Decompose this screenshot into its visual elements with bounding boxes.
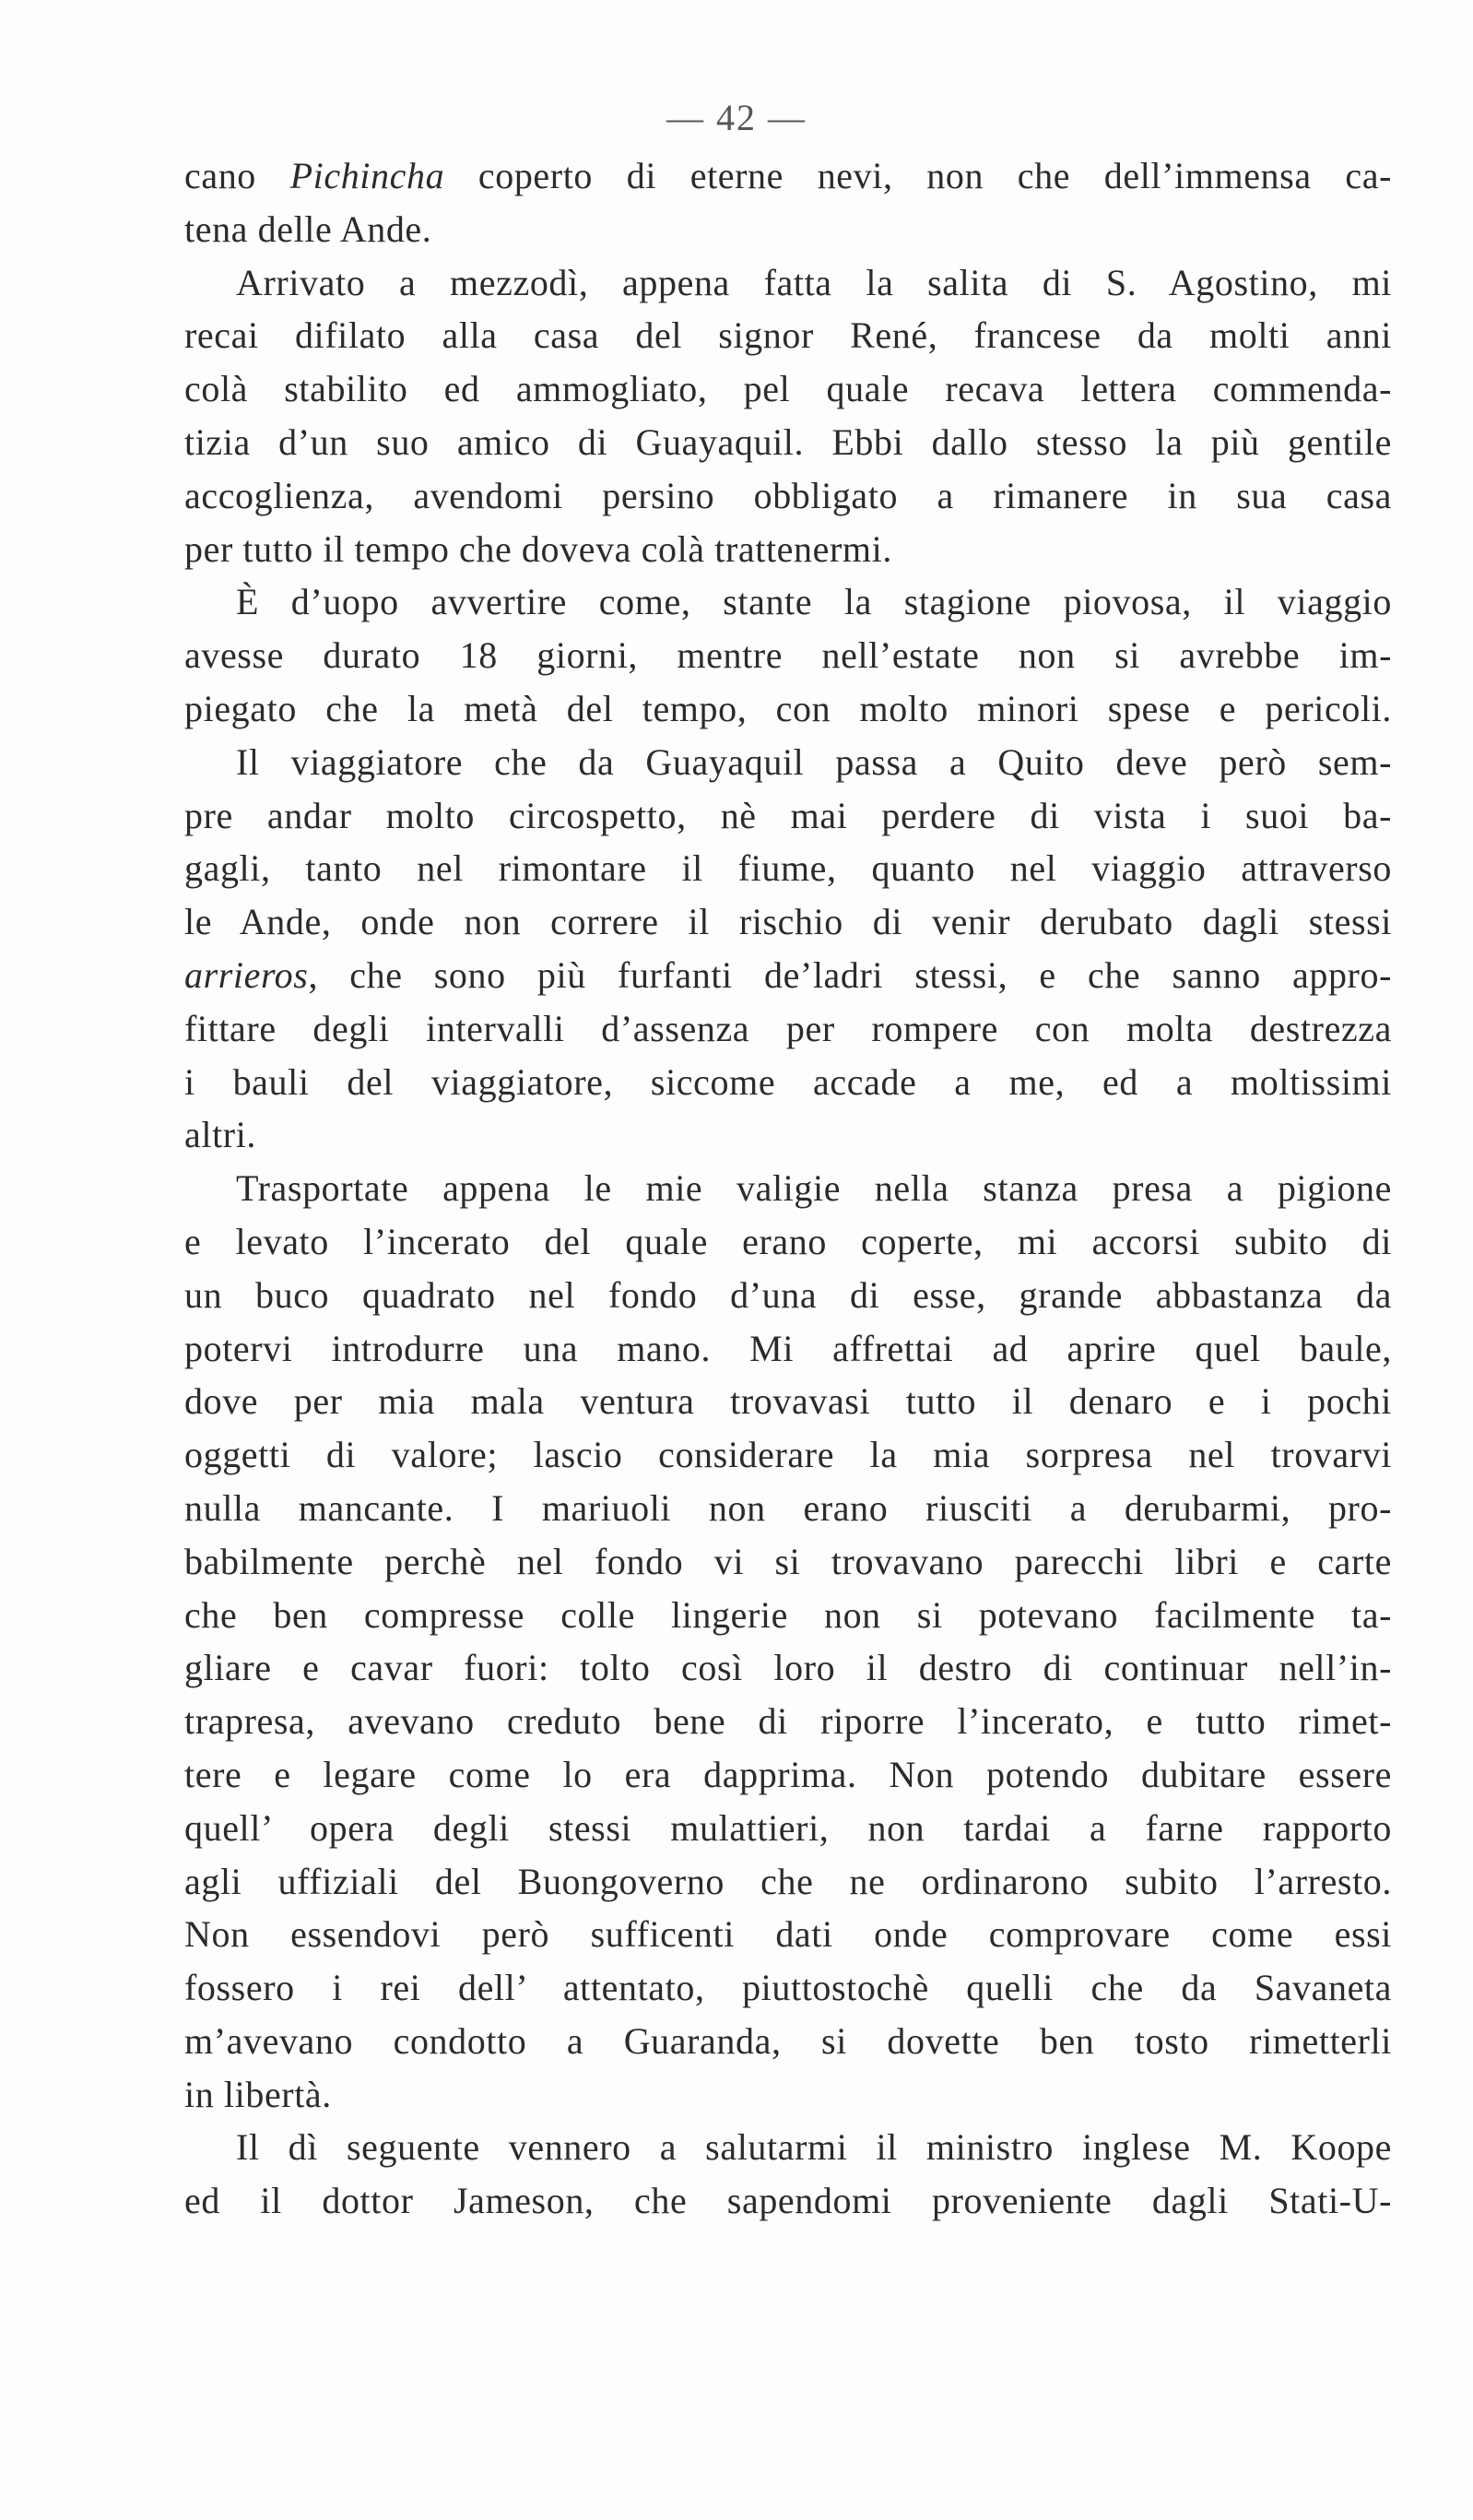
text-line: per tutto il tempo che doveva colà trattenermi. — [184, 527, 892, 570]
text-line: quell’ opera degli stessi mulattieri, non tardai a farne rapporto — [184, 1806, 1392, 1849]
text-line: pre andar molto circospetto, nè mai perdere di vista i suoi ba- — [184, 794, 1392, 836]
italic-place-name: Pichincha — [289, 155, 445, 196]
text-line: colà stabilito ed ammogliato, pel quale recava lettera commenda- — [184, 368, 1392, 410]
text-line: altri. — [184, 1114, 257, 1156]
text-line: gagli, tanto nel rimontare il fiume, quanto nel viaggio attraverso — [184, 847, 1392, 890]
text-line: gliare e cavar fuori: tolto così loro il destro di continuar nell’in- — [184, 1647, 1392, 1689]
text-line: m’avevano condotto a Guaranda, si dovette ben tosto rimetterli — [184, 2019, 1392, 2062]
text-line: recai difilato alla casa del signor René, francese da molti anni — [184, 314, 1392, 357]
text-line: arrieros, che sono più furfanti de’ladri stessi, e che sanno appro- — [184, 953, 1392, 996]
text-line: nulla mancante. I mariuoli non erano riusciti a derubarmi, pro- — [184, 1486, 1392, 1529]
text-line: le Ande, onde non correre il rischio di venir derubato dagli stessi — [184, 901, 1392, 943]
text-line: avesse durato 18 giorni, mentre nell’estate non si avrebbe im- — [184, 634, 1392, 677]
paragraph-start: Trasportate appena le mie valigie nella stanza presa a pigione — [236, 1167, 1392, 1210]
text-line: piegato che la metà del tempo, con molto minori spese e pericoli. — [184, 687, 1392, 729]
paragraph-start: Il viaggiatore che da Guayaquil passa a Quito deve però sem- — [236, 740, 1392, 783]
text-line: in libertà. — [184, 2073, 332, 2115]
text-line: dove per mia mala ventura trovavasi tutto il denaro e i pochi — [184, 1380, 1392, 1423]
text-line: agli uffiziali del Buongoverno che ne ordinarono subito l’arresto. — [184, 1860, 1392, 1902]
text-line: i bauli del viaggiatore, siccome accade a me, ed a moltissimi — [184, 1060, 1392, 1103]
text-line: potervi introdurre una mano. Mi affrettai ad aprire quel baule, — [184, 1327, 1392, 1369]
text-line: fittare degli intervalli d’assenza per rompere con molta destrezza — [184, 1007, 1392, 1049]
italic-term: arrieros — [184, 953, 309, 996]
text-line: tizia d’un suo amico di Guayaquil. Ebbi dallo stesso la più gentile — [184, 420, 1392, 463]
text-line: un buco quadrato nel fondo d’una di esse, grande abbastanza da — [184, 1273, 1392, 1316]
text-line: tere e legare come lo era dapprima. Non potendo dubitare essere — [184, 1753, 1392, 1795]
page-number: — 42 — — [666, 97, 807, 138]
text-line: ed il dottor Jameson, che sapendomi proveniente dagli Stati-U- — [184, 2180, 1392, 2222]
text-line: e levato l’incerato del quale erano coperte, mi accorsi subito di — [184, 1220, 1392, 1262]
text-line: oggetti di valore; lascio considerare la mia sorpresa nel trovarvi — [184, 1434, 1392, 1476]
text-line: che ben compresse colle lingerie non si potevano facilmente ta- — [184, 1593, 1392, 1636]
text-line: babilmente perchè nel fondo vi si trovavano parecchi libri e carte — [184, 1540, 1392, 1582]
paragraph-start: Il dì seguente vennero a salutarmi il ministro inglese M. Koope — [236, 2126, 1392, 2169]
body-text — [184, 149, 1392, 2228]
text-line: tena delle Ande. — [184, 207, 432, 250]
text-line: cano Pichincha coperto di eterne nevi, non che dell’immensa ca- — [184, 155, 1392, 196]
paragraph-start: È d’uopo avvertire come, stante la stagione piovosa, il viaggio — [236, 581, 1392, 623]
text-line: Non essendovi però sufficenti dati onde comprovare come essi — [184, 1913, 1392, 1956]
paragraph-start: Arrivato a mezzodì, appena fatta la salita di S. Agostino, mi — [236, 261, 1392, 303]
text-line: trapresa, avevano creduto bene di riporre l’incerato, e tutto rimet- — [184, 1700, 1392, 1743]
text-line: fossero i rei dell’ attentato, piuttostochè quelli che da Savaneta — [184, 1967, 1392, 2009]
text-line: accoglienza, avendomi persino obbligato a rimanere in sua casa — [184, 474, 1392, 516]
